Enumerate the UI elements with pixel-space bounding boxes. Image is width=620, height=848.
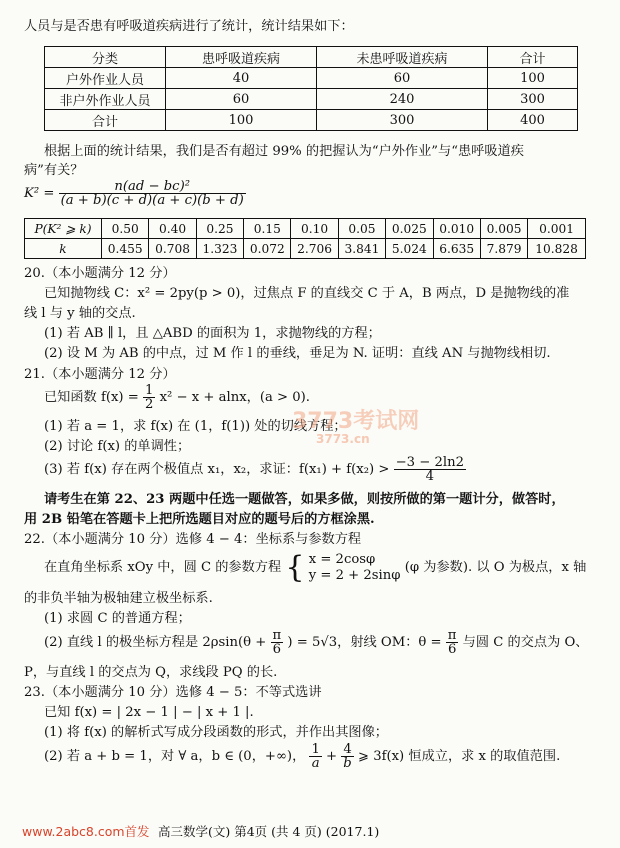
table-cell: k <box>25 239 102 259</box>
q21-stem-b: x² − x + alnx，(a > 0). <box>159 390 310 405</box>
table-cell: P(K² ⩾ k) <box>25 219 102 239</box>
table-cell: 合计 <box>45 110 166 131</box>
q19-question-line2: 病”有关？ <box>24 163 84 178</box>
table-cell: 合计 <box>488 47 578 68</box>
k2-fraction <box>59 180 246 207</box>
table-cell: 40 <box>166 68 317 89</box>
q20-stem-line1: 已知抛物线 C：x² = 2py(p > 0)，过焦点 F 的直线交 C 于 A，B 两点，D 是抛物线的准 <box>44 286 570 301</box>
table-cell: 0.05 <box>338 219 385 239</box>
one-over-a-fraction <box>309 743 321 770</box>
table-cell: 患呼吸道疾病 <box>166 47 317 68</box>
table-cell: 7.879 <box>480 239 527 259</box>
q19-question-line1: 根据上面的统计结果，我们是否有超过 99% 的把握认为“户外作业”与“患呼吸道疾 <box>44 144 524 159</box>
k2-denominator: (a + b)(c + d)(a + c)(b + d) <box>60 193 244 208</box>
half-fraction <box>143 384 155 411</box>
table-cell: 300 <box>488 89 578 110</box>
brace-symbol: { <box>285 549 305 585</box>
a-denominator: a <box>311 756 320 771</box>
q22-part2-a: (2) 直线 l 的极坐标方程是 2ρsin(θ + <box>44 635 267 650</box>
q21-title: 21.（本小题满分 12 分） <box>24 367 176 382</box>
notice-line1: 请考生在第 22、23 两题中任选一题做答，如果多做，则按所做的第一题计分，做答时， <box>44 492 565 507</box>
q23-part2-b: ⩾ 3f(x) 恒成立，求 x 的取值范围. <box>357 749 561 764</box>
table-row <box>45 68 578 89</box>
table-cell: 10.828 <box>528 239 586 259</box>
table-cell: 1.323 <box>196 239 243 259</box>
q22-part2-b: ) = 5√3，射线 OM：θ = <box>287 635 442 650</box>
k2-formula <box>24 180 606 208</box>
critical-value-table <box>24 218 586 259</box>
pi-six-fraction-2 <box>446 629 459 656</box>
table-cell: 0.455 <box>102 239 149 259</box>
survey-table <box>44 46 578 131</box>
k2-numerator: n(ad − bc)² <box>59 180 246 194</box>
q21-stem-a: 已知函数 f(x) = <box>44 390 139 405</box>
q21-part3-a: (3) 若 f(x) 存在两个极值点 x₁，x₂，求证：f(x₁) + f(x₂) > <box>44 462 390 477</box>
param-eq-x: x = 2cosφ <box>308 551 376 567</box>
k2-lhs: K² = <box>24 186 55 201</box>
notice-line2: 用 2B 铅笔在答题卡上把所选题目对应的题号后的方框涂黑. <box>24 512 375 527</box>
q21-part3-fraction <box>394 456 466 483</box>
q23-title: 23.（本小题满分 10 分）选修 4 − 5：不等式选讲 <box>24 685 322 700</box>
table-cell: 60 <box>317 68 488 89</box>
q22-stem-line2: 的非负半轴为极轴建立极坐标系. <box>24 591 213 606</box>
four-numerator: 4 <box>341 743 353 757</box>
table-cell: 户外作业人员 <box>45 68 166 89</box>
q22-stem-a: 在直角坐标系 xOy 中，圆 C 的参数方程 <box>44 560 282 575</box>
table-cell: 0.708 <box>149 239 196 259</box>
q22-title: 22.（本小题满分 10 分）选修 4 − 4：坐标系与参数方程 <box>24 532 362 547</box>
pi-numerator-2: π <box>447 628 457 643</box>
table-cell: 0.25 <box>196 219 243 239</box>
table-cell: 60 <box>166 89 317 110</box>
q23-part2: (2) 若 a + b = 1，对 ∀ a，b ∈ (0，+∞)， $\frac{1}{a}$ + $\frac{4}{b}$ ⩾ 3f(x) 恒成立，求 x 的取值范围. <box>44 742 561 771</box>
q22-stem <box>44 551 606 585</box>
table-row <box>25 219 586 239</box>
table-cell: 2.706 <box>291 239 338 259</box>
table-row <box>45 89 578 110</box>
q22-part1: (1) 求圆 C 的普通方程； <box>44 611 191 626</box>
param-eq-y: y = 2 + 2sinφ <box>308 567 401 583</box>
q21-part2: (2) 讨论 f(x) 的单调性； <box>44 439 191 454</box>
table-row <box>45 47 578 68</box>
q20-part1: (1) 若 AB ∥ l，且 △ABD 的面积为 1，求抛物线的方程； <box>44 326 381 341</box>
pi-six-fraction <box>271 629 284 656</box>
q20-title: 20.（本小题满分 12 分） <box>24 266 176 281</box>
table-cell: 100 <box>488 68 578 89</box>
table-row <box>45 110 578 131</box>
half-numerator: 1 <box>145 383 154 398</box>
table-cell: 0.10 <box>291 219 338 239</box>
six-denominator-2: 6 <box>447 642 457 657</box>
q22-part2-c: 与圆 C 的交点为 O、 <box>462 635 589 650</box>
table-cell: 分类 <box>45 47 166 68</box>
table-cell: 非户外作业人员 <box>45 89 166 110</box>
q21-part1: (1) 若 a = 1，求 f(x) 在 (1，f(1)) 处的切线方程； <box>44 419 347 434</box>
q21-part3 <box>44 456 606 484</box>
one-numerator: 1 <box>311 742 320 757</box>
table-cell: 100 <box>166 110 317 131</box>
table-cell: 未患呼吸道疾病 <box>317 47 488 68</box>
table-cell: 240 <box>317 89 488 110</box>
q22-stem-b: (φ 为参数). 以 O 为极点，x 轴 <box>404 560 587 575</box>
table-cell: 300 <box>317 110 488 131</box>
q22-part2-line2: P，与直线 l 的交点为 Q，求线段 PQ 的长. <box>24 665 278 680</box>
table-cell: 400 <box>488 110 578 131</box>
q21-part3-denominator: 4 <box>425 469 434 484</box>
table-cell: 0.010 <box>433 219 480 239</box>
table-cell: 3.841 <box>338 239 385 259</box>
table-cell: 0.15 <box>244 219 291 239</box>
b-denominator: b <box>343 756 352 771</box>
table-cell: 5.024 <box>386 239 433 259</box>
q23-part1: (1) 将 f(x) 的解析式写成分段函数的形式，并作出其图像； <box>44 725 388 740</box>
pi-numerator: π <box>272 628 282 643</box>
table-cell: 0.50 <box>102 219 149 239</box>
param-equations <box>309 552 401 584</box>
half-denominator: 2 <box>145 397 154 412</box>
q21-part3-numerator: −3 − 2ln2 <box>395 455 464 470</box>
watermark-url: 3773.cn <box>316 432 370 446</box>
footer-site-link[interactable]: www.2abc8.com首发 <box>22 824 150 839</box>
watermark-logo: 3773考试网 <box>292 409 420 434</box>
q23-part2-a: (2) 若 a + b = 1，对 ∀ a，b ∈ (0，+∞)， <box>44 749 306 764</box>
table-cell: 0.025 <box>386 219 433 239</box>
table-cell: 0.072 <box>244 239 291 259</box>
table-cell: 6.635 <box>433 239 480 259</box>
table-cell: 0.001 <box>528 219 586 239</box>
q20-part2: (2) 设 M 为 AB 的中点，过 M 作 l 的垂线，垂足为 N. 证明：直线 AN 与抛物线相切. <box>44 346 551 361</box>
table-cell: 0.005 <box>480 219 527 239</box>
table-row <box>25 239 586 259</box>
intro-text: 人员与是否患有呼吸道疾病进行了统计，统计结果如下： <box>24 19 354 34</box>
table-cell: 0.40 <box>149 219 196 239</box>
q22-part2 <box>44 628 606 658</box>
four-over-b-fraction <box>341 743 353 770</box>
page-footer: 高三数学(文) 第4页 (共 4 页) (2017.1) <box>158 824 380 839</box>
six-denominator: 6 <box>272 642 282 657</box>
q23-stem: 已知 f(x) = | 2x − 1 | − | x + 1 |. <box>44 705 254 720</box>
q20-stem-line2: 线 l 与 y 轴的交点. <box>24 306 136 321</box>
